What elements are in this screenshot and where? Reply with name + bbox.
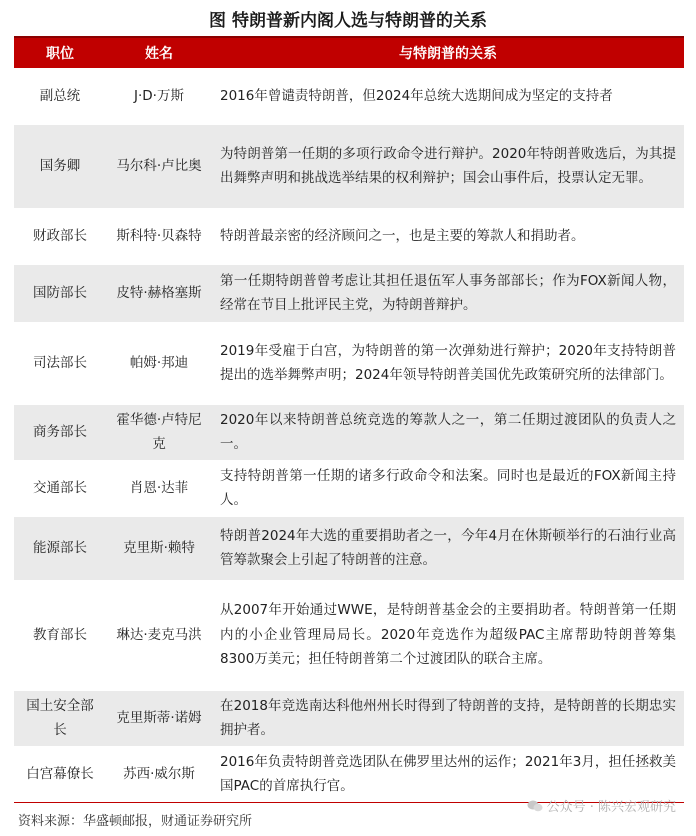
table-row bbox=[14, 580, 684, 690]
table-row bbox=[14, 124, 684, 208]
cell-name: 马尔科·卢比奥 bbox=[106, 124, 212, 208]
cell-position: 国防部长 bbox=[14, 264, 106, 322]
header-relation: 与特朗普的关系 bbox=[212, 37, 684, 68]
header-position: 职位 bbox=[14, 37, 106, 68]
cell-name: 帕姆·邦迪 bbox=[106, 322, 212, 404]
cell-position: 司法部长 bbox=[14, 322, 106, 404]
cell-relation: 特朗普2024年大选的重要捐助者之一，今年4月在休斯顿举行的石油行业高管筹款聚会上引起了特朗普的注意。 bbox=[212, 516, 684, 580]
cell-name: 肖恩·达菲 bbox=[106, 460, 212, 516]
cell-position: 交通部长 bbox=[14, 460, 106, 516]
table-header-row bbox=[14, 37, 684, 68]
cell-relation: 从2007年开始通过WWE，是特朗普基金会的主要捐助者。特朗普第一任期内的小企业管理局局长。2020年竞选作为超级PAC主席帮助特朗普筹集8300万美元；担任特朗普第二个过渡团队的联合主席。 bbox=[212, 580, 684, 690]
cell-name: 斯科特·贝森特 bbox=[106, 208, 212, 264]
cell-name: 克里斯·赖特 bbox=[106, 516, 212, 580]
cell-relation: 为特朗普第一任期的多项行政命令进行辩护。2020年特朗普败选后，为其提出舞弊声明和挑战选举结果的权利辩护；国会山事件后，投票认定无罪。 bbox=[212, 124, 684, 208]
cell-relation: 特朗普最亲密的经济顾问之一，也是主要的筹款人和捐助者。 bbox=[212, 208, 684, 264]
cell-name: 霍华德·卢特尼克 bbox=[106, 404, 212, 460]
cell-name: 皮特·赫格塞斯 bbox=[106, 264, 212, 322]
watermark bbox=[527, 796, 676, 815]
wechat-icon bbox=[527, 799, 543, 813]
source-note: 资料来源：华盛顿邮报，财通证券研究所 bbox=[18, 814, 253, 829]
cell-relation: 2020年以来特朗普总统竞选的筹款人之一，第二任期过渡团队的负责人之一。 bbox=[212, 404, 684, 460]
table-row bbox=[14, 516, 684, 580]
cell-position: 国务卿 bbox=[14, 124, 106, 208]
cell-position: 国土安全部长 bbox=[14, 690, 106, 746]
cell-name: J·D·万斯 bbox=[106, 68, 212, 124]
cell-relation: 2019年受雇于白宫，为特朗普的第一次弹劾进行辩护；2020年支持特朗普提出的选举舞弊声明；2024年领导特朗普美国优先政策研究所的法律部门。 bbox=[212, 322, 684, 404]
watermark-text: 公众号 · 陈兴宏观研究 bbox=[546, 800, 676, 815]
figure-title: 图 特朗普新内阁人选与特朗普的关系 bbox=[209, 10, 487, 31]
table-row bbox=[14, 322, 684, 404]
cabinet-table bbox=[14, 36, 684, 803]
cell-relation: 2016年曾谴责特朗普，但2024年总统大选期间成为坚定的支持者 bbox=[212, 68, 684, 124]
cell-name: 琳达·麦克马洪 bbox=[106, 580, 212, 690]
table-row bbox=[14, 404, 684, 460]
table-row bbox=[14, 264, 684, 322]
cell-position: 财政部长 bbox=[14, 208, 106, 264]
cell-relation: 2016年负责特朗普竞选团队在佛罗里达州的运作；2021年3月，担任拯救美国PAC的首席执行官。 bbox=[212, 746, 684, 802]
table-row bbox=[14, 460, 684, 516]
cell-position: 商务部长 bbox=[14, 404, 106, 460]
cell-relation: 在2018年竞选南达科他州州长时得到了特朗普的支持，是特朗普的长期忠实拥护者。 bbox=[212, 690, 684, 746]
cell-position: 教育部长 bbox=[14, 580, 106, 690]
table-row bbox=[14, 690, 684, 746]
table-row bbox=[14, 208, 684, 264]
header-name: 姓名 bbox=[106, 37, 212, 68]
cell-relation: 第一任期特朗普曾考虑让其担任退伍军人事务部部长；作为FOX新闻人物，经常在节目上批评民主党，为特朗普辩护。 bbox=[212, 264, 684, 322]
cell-position: 白宫幕僚长 bbox=[14, 746, 106, 802]
table-row bbox=[14, 68, 684, 124]
cell-position: 能源部长 bbox=[14, 516, 106, 580]
cell-position: 副总统 bbox=[14, 68, 106, 124]
cell-name: 苏西·威尔斯 bbox=[106, 746, 212, 802]
table-row bbox=[14, 746, 684, 802]
cell-name: 克里斯蒂·诺姆 bbox=[106, 690, 212, 746]
cell-relation: 支持特朗普第一任期的诸多行政命令和法案。同时也是最近的FOX新闻主持人。 bbox=[212, 460, 684, 516]
